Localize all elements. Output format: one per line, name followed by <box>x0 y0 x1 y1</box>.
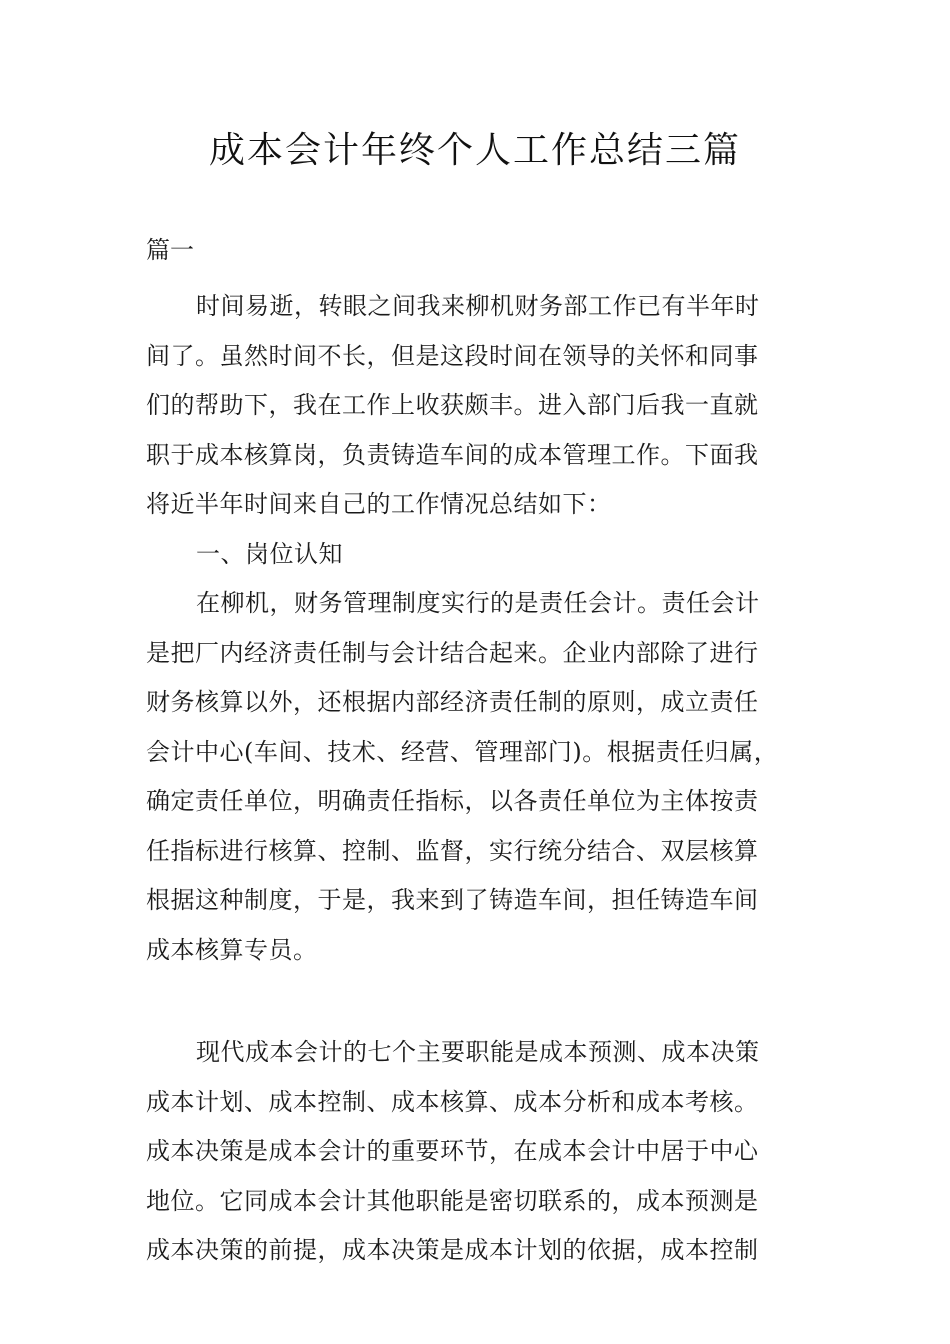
body-text-line: 任指标进行核算、控制、监督，实行统分结合、双层核算 <box>146 836 759 865</box>
document-title: 成本会计年终个人工作总结三篇 <box>208 130 741 171</box>
body-text-line: 确定责任单位，明确责任指标，以各责任单位为主体按责 <box>146 787 759 815</box>
body-text-line: 们的帮助下，我在工作上收获颇丰。进入部门后我一直就 <box>146 391 759 419</box>
body-text-line: 时间易逝，转眼之间我来柳机财务部工作已有半年时 <box>196 292 760 320</box>
body-text-line: 一、岗位认知 <box>196 539 343 568</box>
body-text-line: 在柳机，财务管理制度实行的是责任会计。责任会计 <box>196 589 760 617</box>
body-text-line: 会计中心(车间、技术、经营、管理部门)。根据责任归属， <box>146 737 779 766</box>
body-text-line: 将近半年时间来自己的工作情况总结如下： <box>146 490 612 518</box>
body-text-line: 成本计划、成本控制、成本核算、成本分析和成本考核。 <box>146 1087 759 1116</box>
body-text-line: 现代成本会计的七个主要职能是成本预测、成本决策 <box>196 1038 760 1066</box>
body-text-line: 是把厂内经济责任制与会计结合起来。企业内部除了进行 <box>146 638 759 667</box>
body-text-line: 成本决策是成本会计的重要环节，在成本会计中居于中心 <box>146 1137 759 1165</box>
section-label: 篇一 <box>146 236 194 264</box>
body-text-line: 成本决策的前提，成本决策是成本计划的依据，成本控制 <box>146 1236 759 1264</box>
body-text-line: 职于成本核算岗，负责铸造车间的成本管理工作。下面我 <box>146 440 759 469</box>
paragraph-gap <box>146 975 808 1028</box>
body-text-line: 地位。它同成本会计其他职能是密切联系的，成本预测是 <box>146 1186 759 1215</box>
body-text-line: 根据这种制度，于是，我来到了铸造车间，担任铸造车间 <box>146 886 759 914</box>
body-text-line: 财务核算以外，还根据内部经济责任制的原则，成立责任 <box>146 688 759 716</box>
body-text-line: 成本核算专员。 <box>146 935 318 964</box>
body-text-line: 间了。虽然时间不长，但是这段时间在领导的关怀和同事 <box>146 341 759 370</box>
document-body <box>146 282 808 1276</box>
